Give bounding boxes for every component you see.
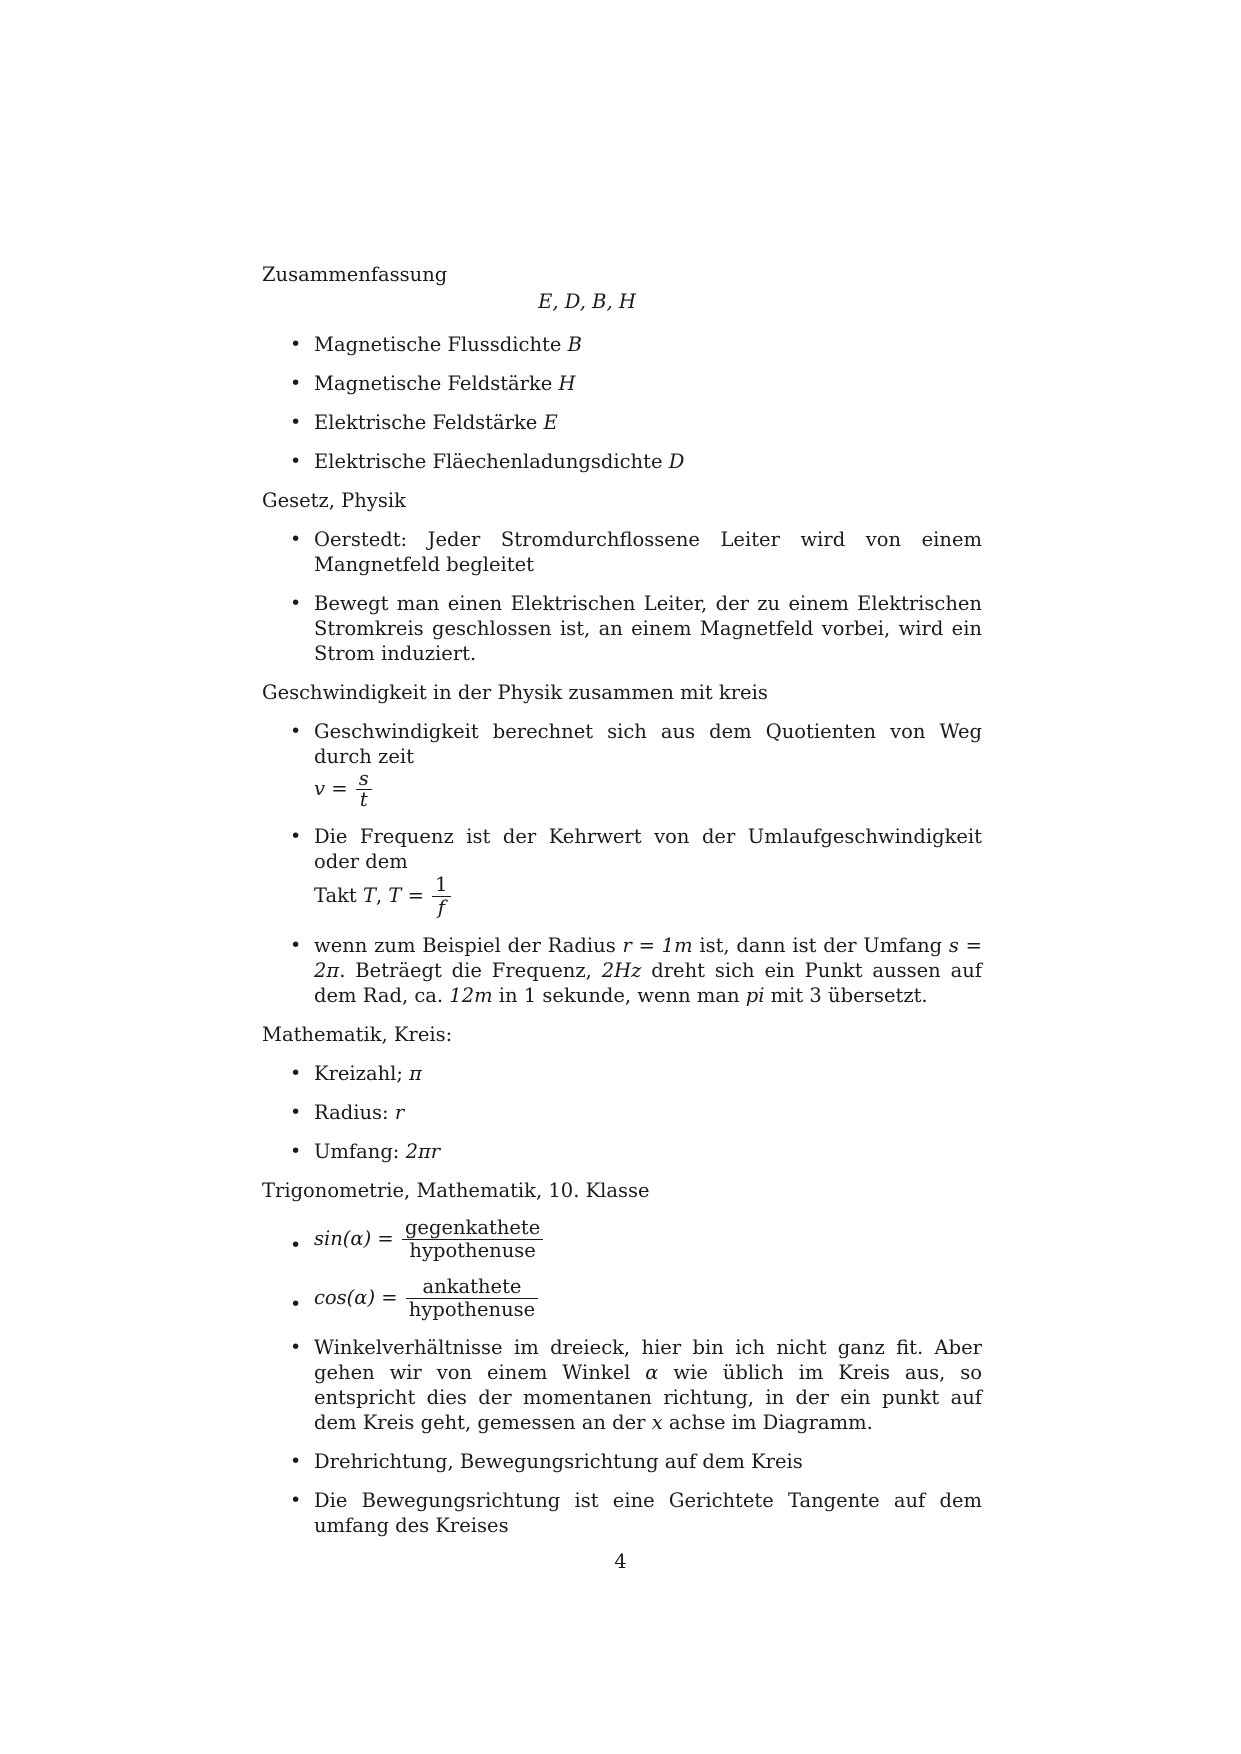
bullet-icon: • — [290, 1062, 302, 1084]
list-item: • Magnetische Feldstärke H — [290, 372, 576, 395]
bullet-icon: • — [290, 1336, 302, 1358]
list-item: • Drehrichtung, Bewegungsrichtung auf dem Kreis — [290, 1450, 803, 1473]
list-geschwindigkeit — [262, 719, 982, 1008]
page-content — [262, 262, 982, 1552]
bullet-icon: • — [290, 1234, 302, 1256]
list-zusammenfassung — [262, 332, 982, 474]
bullet-icon: • — [290, 592, 302, 614]
list-item: • Die Bewegungsrichtung ist eine Gerichtete Tangente auf dem umfang des Kreises — [290, 1489, 982, 1537]
bullet-icon: • — [290, 333, 302, 355]
bullet-icon: • — [290, 1450, 302, 1472]
bullet-icon: • — [290, 934, 302, 956]
bullet-icon: • — [290, 720, 302, 742]
list-item: • Magnetische Flussdichte B — [290, 333, 582, 356]
section-heading-gesetz-physik: Gesetz, Physik — [262, 489, 406, 512]
list-item: • Oerstedt: Jeder Stromdurchflossene Leiter wird von einem Mangnetfeld begleitet — [290, 528, 982, 576]
list-item: • Geschwindigkeit berechnet sich aus dem Quotienten von Weg durch zeit v = $\frac{s}{t}$ — [290, 720, 982, 811]
bullet-icon: • — [290, 1101, 302, 1123]
list-trigonometrie — [262, 1217, 982, 1538]
bullet-icon: • — [290, 825, 302, 847]
velocity-fraction: $\frac{s}{t}$ — [356, 769, 372, 810]
list-item: • wenn zum Beispiel der Radius r = 1m ist, dann ist der Umfang s = 2π. Beträegt die Frequenz, 2Hz dreht sich ein Punkt aussen auf dem Rad, ca. 12m in 1 sekunde, wenn man pi mit 3 übersetzt. — [290, 934, 982, 1007]
section-heading-trigonometrie: Trigonometrie, Mathematik, 10. Klasse — [262, 1179, 650, 1202]
list-item — [290, 1275, 982, 1321]
display-math-edbh: E, D, B, H — [538, 290, 636, 313]
bullet-icon: • — [290, 1293, 302, 1315]
cosine-fraction: $\frac{\text{ankathete}}{\text{hypothenuse}}$ — [406, 1276, 538, 1321]
page-number: 4 — [614, 1550, 627, 1573]
sine-lhs: sin(α) = — [314, 1227, 394, 1250]
bullet-icon: • — [290, 1140, 302, 1162]
list-item: • Umfang: 2πr — [290, 1140, 441, 1163]
bullet-icon: • — [290, 1489, 302, 1511]
bullet-icon: • — [290, 411, 302, 433]
bullet-icon: • — [290, 528, 302, 550]
bullet-icon: • — [290, 450, 302, 472]
list-gesetz-physik — [262, 527, 982, 666]
list-item — [290, 1216, 982, 1262]
section-heading-geschwindigkeit: Geschwindigkeit in der Physik zusammen mit kreis — [262, 681, 768, 704]
section-heading-mathematik-kreis: Mathematik, Kreis: — [262, 1023, 453, 1046]
list-item: • Kreizahl; π — [290, 1062, 422, 1085]
period-fraction: $\frac{1}{f}$ — [432, 874, 450, 919]
bullet-icon: • — [290, 372, 302, 394]
list-item: • Die Frequenz ist der Kehrwert von der Umlaufgeschwindigkeit oder dem Takt T, T = $\frac{1}{f}$ — [290, 825, 982, 919]
list-item: • Elektrische Feldstärke E — [290, 411, 558, 434]
section-heading-zusammenfassung: Zusammenfassung — [262, 263, 448, 286]
list-item: • Bewegt man einen Elektrischen Leiter, der zu einem Elektrischen Stromkreis geschlossen ist, an einem Magnetfeld vorbei, wird ein Strom induziert. — [290, 592, 982, 665]
list-item: • Winkelverhältnisse im dreieck, hier bin ich nicht ganz fit. Aber gehen wir von einem Winkel α wie üblich im Kreis aus, so entspricht dies der momentanen richtung, in der ein punkt auf dem Kreis geht, gemessen an der x achse im Diagramm. — [290, 1336, 982, 1434]
list-mathematik-kreis — [262, 1061, 982, 1164]
cosine-lhs: cos(α) = — [314, 1286, 398, 1309]
sine-fraction: $\frac{\text{gegenkathete}}{\text{hypothenuse}}$ — [402, 1217, 543, 1262]
velocity-lhs: v = — [314, 777, 348, 800]
list-item: • Elektrische Fläechenladungsdichte D — [290, 450, 685, 473]
list-item: • Radius: r — [290, 1101, 405, 1124]
